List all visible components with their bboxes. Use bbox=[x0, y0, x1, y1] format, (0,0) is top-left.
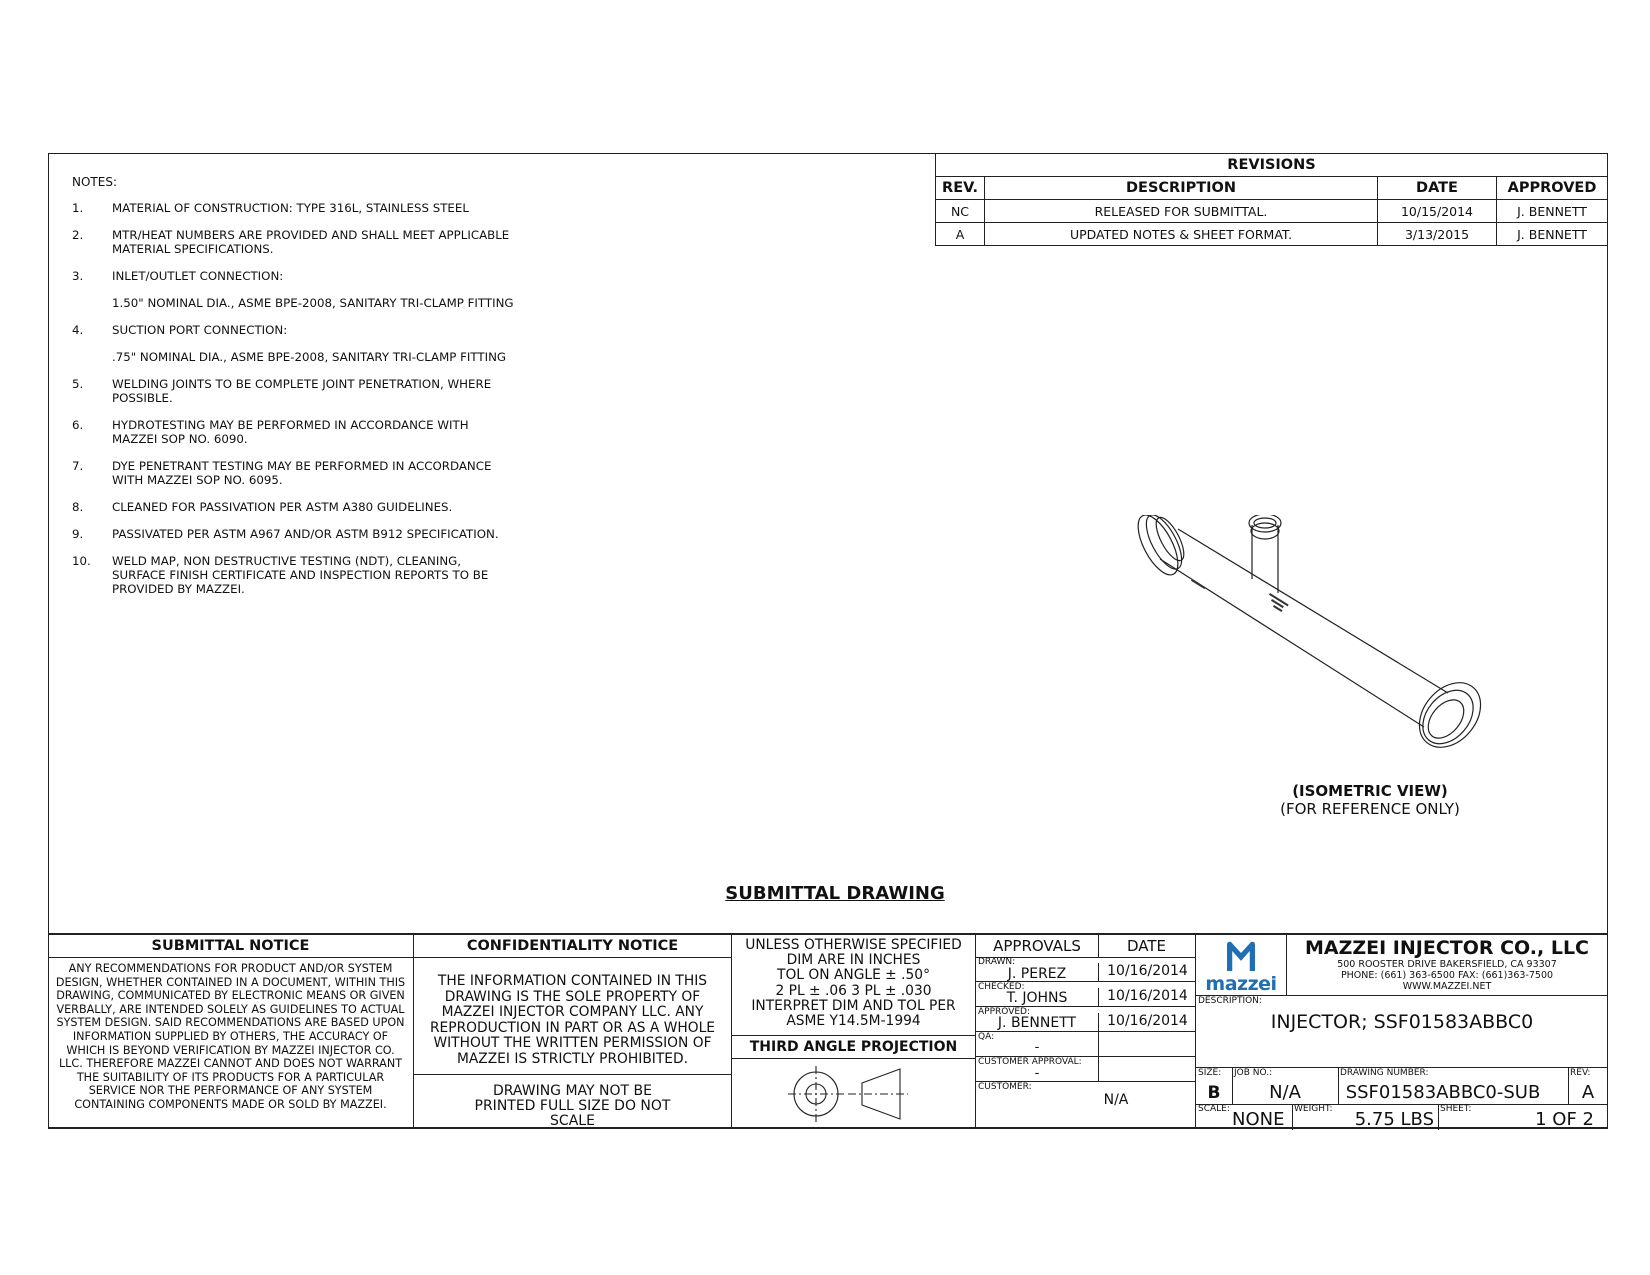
tolerance-line: ASME Y14.5M-1994 bbox=[786, 1013, 921, 1030]
logo-cell bbox=[1196, 935, 1287, 996]
approved-header: APPROVED bbox=[1497, 177, 1608, 200]
drawing-rev: A bbox=[1581, 1082, 1595, 1103]
note-number: 9. bbox=[72, 527, 84, 541]
rev-label: REV: bbox=[1570, 1068, 1591, 1078]
approvals-header: APPROVALS bbox=[976, 935, 1099, 958]
note-number: 1. bbox=[72, 201, 84, 215]
drawn-name: J. PEREZ bbox=[1007, 966, 1067, 982]
customer-value: N/A bbox=[1103, 1092, 1129, 1108]
note-number: 2. bbox=[72, 228, 84, 242]
drawn-label: DRAWN: bbox=[978, 957, 1016, 967]
drawing-scale: NONE bbox=[1232, 1109, 1285, 1130]
note-number: 4. bbox=[72, 323, 84, 337]
approved-date: 10/16/2014 bbox=[1098, 1013, 1196, 1031]
note-text: PASSIVATED PER ASTM A967 AND/OR ASTM B912 SPECIFICATION. bbox=[112, 527, 499, 541]
company-address: 500 ROOSTER DRIVE BAKERSFIELD, CA 93307 bbox=[1337, 959, 1557, 970]
revision-row bbox=[936, 223, 1608, 246]
title-block bbox=[48, 933, 1608, 1129]
note-text: HYDROTESTING MAY BE PERFORMED IN ACCORDANCE WITH MAZZEI SOP NO. 6090. bbox=[112, 418, 469, 446]
checked-label: CHECKED: bbox=[978, 982, 1025, 992]
description-label: DESCRIPTION: bbox=[1198, 996, 1262, 1006]
revision-approved: J. BENNETT bbox=[1497, 223, 1608, 246]
rev-header: REV. bbox=[936, 177, 985, 200]
drawing-number: SSF01583ABBC0-SUB bbox=[1345, 1082, 1541, 1103]
revision-date: 10/15/2014 bbox=[1378, 200, 1497, 223]
third-angle-projection-icon bbox=[732, 1059, 974, 1129]
revision-description: RELEASED FOR SUBMITTAL. bbox=[985, 200, 1378, 223]
description-header: DESCRIPTION bbox=[985, 177, 1378, 200]
mazzei-m-logo-icon bbox=[1224, 939, 1258, 973]
weight-label: WEIGHT: bbox=[1294, 1104, 1333, 1114]
note-number: 6. bbox=[72, 418, 84, 432]
note-number: 8. bbox=[72, 500, 84, 514]
note-text: MTR/HEAT NUMBERS ARE PROVIDED AND SHALL MEET APPLICABLE MATERIAL SPECIFICATIONS. bbox=[112, 228, 510, 256]
isometric-caption: (ISOMETRIC VIEW) bbox=[1292, 782, 1448, 800]
customer-label: CUSTOMER: bbox=[978, 1082, 1032, 1092]
company-block bbox=[1196, 934, 1608, 1129]
confidentiality-notice-box bbox=[414, 934, 732, 1129]
tolerance-line: UNLESS OTHERWISE SPECIFIED bbox=[745, 937, 962, 953]
job-label: JOB NO.: bbox=[1234, 1068, 1273, 1078]
scale-label: SCALE: bbox=[1198, 1104, 1230, 1114]
isometric-caption-note: (FOR REFERENCE ONLY) bbox=[1280, 800, 1460, 818]
approvals-date-header: DATE bbox=[1098, 935, 1195, 958]
revision-description: UPDATED NOTES & SHEET FORMAT. bbox=[985, 223, 1378, 246]
isometric-injector-drawing bbox=[1130, 515, 1520, 775]
revision-date: 3/13/2015 bbox=[1378, 223, 1497, 246]
tolerance-line: INTERPRET DIM AND TOL PER bbox=[751, 997, 956, 1014]
submittal-notice-text: ANY RECOMMENDATIONS FOR PRODUCT AND/OR SYSTEM DESIGN, WHETHER CONTAINED IN A DOCUMENT, WITHIN THIS DRAWING, COMMUNICATED BY ELECTRONIC MEANS OR GIVEN VERBALLY, ARE INTENDED SOLELY AS GUIDELINES TO ACTUAL SYSTEM DESIGN. SAID RECOMMENDATIONS ARE BASED UPON INFORMATION SUPPLIED BY OTHERS, THE ACCURACY OF WHICH IS BEYOND VERIFICATION BY MAZZEI INJECTOR CO. LLC. THEREFORE MAZZEI CANNOT AND DOES NOT WARRANT THE SUITABILITY OF ITS PRODUCTS FOR A PARTICULAR SERVICE NOR THE PERFORMANCE OF ANY SYSTEM CONTAINING COMPONENTS MADE OR SOLD BY MAZZEI. bbox=[55, 962, 406, 1111]
note-text: WELDING JOINTS TO BE COMPLETE JOINT PENETRATION, WHERE POSSIBLE. bbox=[112, 377, 492, 405]
note-number: 3. bbox=[72, 269, 84, 283]
revision-rev: NC bbox=[936, 200, 985, 223]
approvals-box bbox=[976, 934, 1196, 1129]
part-description: INJECTOR; SSF01583ABBC0 bbox=[1270, 1011, 1534, 1033]
qa-value: - bbox=[1034, 1040, 1040, 1055]
job-number: N/A bbox=[1269, 1082, 1301, 1103]
note-text: MATERIAL OF CONSTRUCTION: TYPE 316L, STAINLESS STEEL bbox=[112, 201, 469, 215]
size-label: SIZE: bbox=[1198, 1068, 1222, 1078]
drawn-date: 10/16/2014 bbox=[1098, 963, 1196, 981]
part-weight: 5.75 LBS bbox=[1354, 1109, 1434, 1130]
note-text: .75" NOMINAL DIA., ASME BPE-2008, SANITARY TRI-CLAMP FITTING bbox=[112, 350, 507, 364]
sheet-number: 1 OF 2 bbox=[1535, 1109, 1594, 1130]
confidentiality-notice-text: THE INFORMATION CONTAINED IN THIS DRAWING IS THE SOLE PROPERTY OF MAZZEI INJECTOR COMPANY LLC. ANY REPRODUCTION IN PART OR AS A WHOLE WITHOUT THE WRITTEN PERMISSION OF MAZZEI IS STRICTLY PROHIBITED. bbox=[414, 958, 731, 1075]
checked-date: 10/16/2014 bbox=[1098, 988, 1196, 1006]
confidentiality-notice-title: CONFIDENTIALITY NOTICE bbox=[414, 935, 731, 958]
revision-approved: J. BENNETT bbox=[1497, 200, 1608, 223]
sheet-label: SHEET: bbox=[1440, 1104, 1472, 1114]
note-text: WELD MAP, NON DESTRUCTIVE TESTING (NDT), CLEANING, SURFACE FINISH CERTIFICATE AND INSPECTION REPORTS TO BE PROVIDED BY MAZZEI. bbox=[112, 554, 489, 596]
print-scale-note: DRAWING MAY NOT BE PRINTED FULL SIZE DO NOT SCALE bbox=[474, 1083, 671, 1129]
revision-row bbox=[936, 200, 1608, 223]
submittal-drawing-title: SUBMITTAL DRAWING bbox=[725, 883, 945, 904]
tolerance-line: DIM ARE IN INCHES bbox=[786, 952, 921, 969]
tolerance-line: 2 PL ± .06 3 PL ± .030 bbox=[775, 982, 932, 999]
tolerance-box bbox=[732, 934, 976, 1129]
revision-rev: A bbox=[936, 223, 985, 246]
note-number: 10. bbox=[72, 554, 91, 568]
drawing-number-label: DRAWING NUMBER: bbox=[1340, 1068, 1429, 1078]
note-text: SUCTION PORT CONNECTION: bbox=[112, 323, 288, 337]
date-header: DATE bbox=[1378, 177, 1497, 200]
note-number: 7. bbox=[72, 459, 84, 473]
customer-approval-label: CUSTOMER APPROVAL: bbox=[978, 1057, 1082, 1067]
note-text: DYE PENETRANT TESTING MAY BE PERFORMED IN ACCORDANCE WITH MAZZEI SOP NO. 6095. bbox=[112, 459, 492, 487]
approved-label: APPROVED: bbox=[978, 1007, 1030, 1017]
checked-name: T. JOHNS bbox=[1006, 990, 1068, 1006]
company-name: MAZZEI INJECTOR CO., LLC bbox=[1304, 937, 1590, 959]
revisions-title: REVISIONS bbox=[936, 154, 1608, 177]
submittal-notice-title: SUBMITTAL NOTICE bbox=[48, 935, 413, 958]
sheet-size: B bbox=[1207, 1083, 1221, 1103]
revisions-table bbox=[935, 153, 1608, 246]
note-text: INLET/OUTLET CONNECTION: bbox=[112, 269, 284, 283]
note-number: 5. bbox=[72, 377, 84, 391]
notes-title: NOTES: bbox=[72, 175, 117, 189]
projection-label: THIRD ANGLE PROJECTION bbox=[732, 1035, 975, 1059]
company-phone: PHONE: (661) 363-6500 FAX: (661)363-7500 bbox=[1340, 970, 1554, 981]
approved-name: J. BENNETT bbox=[997, 1015, 1077, 1031]
mazzei-logo-text: mazzei bbox=[1205, 973, 1277, 995]
qa-label: QA: bbox=[978, 1032, 995, 1042]
company-web: WWW.MAZZEI.NET bbox=[1402, 981, 1492, 992]
customer-approval-value: - bbox=[1034, 1066, 1040, 1081]
submittal-notice-box bbox=[48, 934, 414, 1129]
note-text: 1.50" NOMINAL DIA., ASME BPE-2008, SANITARY TRI-CLAMP FITTING bbox=[112, 296, 514, 310]
note-text: CLEANED FOR PASSIVATION PER ASTM A380 GUIDELINES. bbox=[112, 500, 453, 514]
tolerance-line: TOL ON ANGLE ± .50° bbox=[777, 967, 930, 984]
